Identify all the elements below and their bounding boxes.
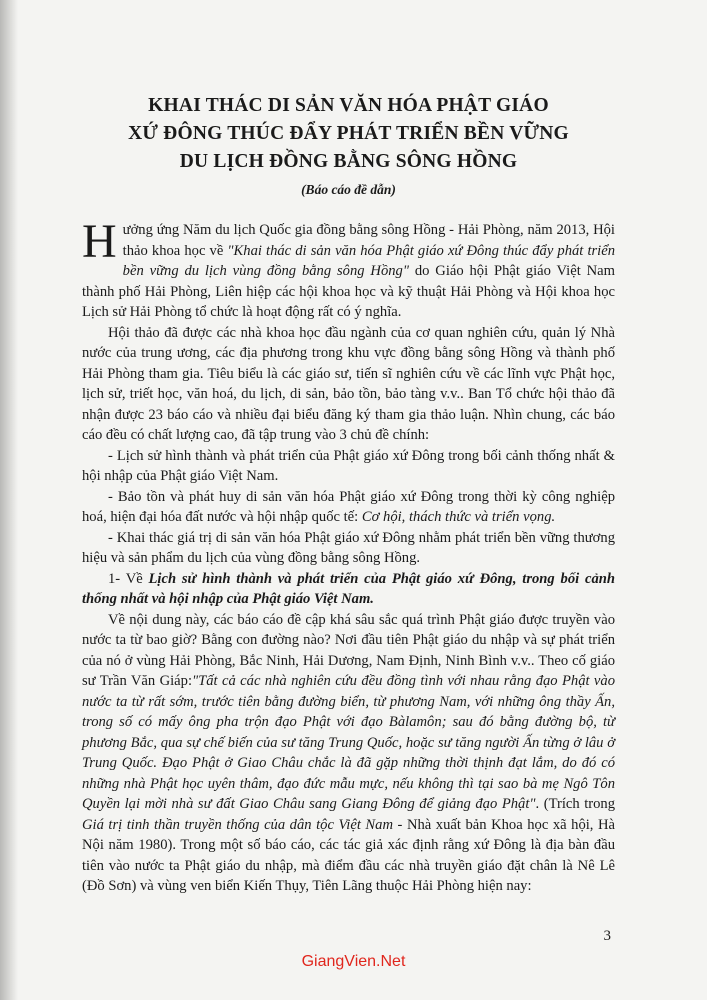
document-title	[82, 92, 615, 176]
history-cite-2: - Nhà xuất bản Khoa học xã hội, Hà Nội năm 1980). Trong một số báo cáo, các tác giả xác định rằng xứ Đông là địa bàn đầu tiên vào nước ta Phật giáo du nhập, mà điểm đầu các nhà truyền giáo đặt chân là Nê Lê (Đồ Sơn) và vùng ven biển Kiến Thụy, Tiên Lãng thuộc Hải Phòng hiện nay:	[82, 816, 615, 894]
drop-cap: H	[82, 215, 117, 268]
conference-title-quote: "Khai thác di sản văn hóa Phật giáo xứ Đông thúc đẩy phát triển bền vững du lịch vùng đồng bằng sông Hồng"	[122, 242, 616, 279]
intro-paragraph	[82, 215, 616, 323]
document-body	[82, 215, 616, 897]
section-1-prefix: 1- Về	[108, 570, 149, 587]
paragraph-history	[82, 610, 615, 897]
section-1-heading	[82, 569, 615, 610]
topic-2-text: - Bảo tồn và phát huy di sản văn hóa Phật giáo xứ Đông trong thời kỳ công nghiệp hoá, hiện đại hóa đất nước và hội nhập quốc tế:	[82, 488, 615, 525]
topic-item-3: - Khai thác giá trị di sản văn hóa Phật giáo xứ Đông nhằm phát triển bền vững thương hiệu và sản phẩm du lịch của vùng đồng bằng sông Hồng.	[82, 529, 615, 566]
topic-item-1: - Lịch sử hình thành và phát triển của Phật giáo xứ Đông trong bối cảnh thống nhất & hội nhập của Phật giáo Việt Nam.	[82, 447, 615, 484]
history-cite-title: Giá trị tinh thần truyền thống của dân tộc Việt Nam	[82, 816, 394, 833]
intro-text-1: ưởng ứng Năm du lịch Quốc gia đồng bằng sông Hồng - Hải Phòng, năm 2013, Hội thảo khoa học về	[122, 222, 615, 259]
title-line-2: XỨ ĐÔNG THÚC ĐẨY PHÁT TRIỂN BỀN VỮNG	[128, 123, 569, 144]
history-text: Về nội dung này, các báo cáo đề cập khá sâu sắc quá trình Phật giáo được truyền vào nước ta từ bao giờ? Bằng con đường nào? Nơi đầu tiên Phật giáo du nhập và sự phát triển của nó ở vùng Hải Phòng, Bắc Ninh, Hải Dương, Nam Định, Ninh Bình v.v.. Theo cố giáo sư Trần Văn Giáp:	[82, 611, 615, 689]
title-line-3: DU LỊCH ĐỒNG BẰNG SÔNG HỒNG	[179, 151, 518, 172]
title-line-1: KHAI THÁC DI SẢN VĂN HÓA PHẬT GIÁO	[148, 95, 549, 116]
paragraph-participants: Hội thảo đã được các nhà khoa học đầu ngành của cơ quan nghiên cứu, quản lý Nhà nước của trung ương, các địa phương trong khu vực đồng bằng sông Hồng và thành phố Hải Phòng tham gia. Tiêu biểu là các giáo sư, tiến sĩ nghiên cứu về các lĩnh vực Phật học, lịch sử, triết học, văn hoá, du lịch, di sản, bảo tồn, bảo tàng v.v.. Ban Tổ chức hội thảo đã nhận được 23 báo cáo và nhiều đại biểu đăng ký tham gia thảo luận. Nhìn chung, các báo cáo đều có chất lượng cao, đã tập trung vào 3 chủ đề chính:	[82, 324, 615, 443]
site-watermark: GiangVien.Net	[301, 953, 406, 970]
page-number: 3	[603, 928, 611, 944]
topic-item-2	[82, 487, 615, 528]
page-gutter-shadow	[0, 0, 18, 1000]
topic-2-emphasis: Cơ hội, thách thức và triển vọng.	[361, 509, 556, 525]
intro-text-2: do Giáo hội Phật giáo Việt Nam thành phố Hải Phòng, Liên hiệp các hội khoa học và kỹ thuật Hải Phòng và Hội khoa học Lịch sử Hải Phòng tổ chức là hoạt động rất có ý nghĩa.	[82, 263, 615, 320]
history-cite-1: . (Trích trong	[535, 796, 615, 812]
section-1-title: Lịch sử hình thành và phát triển của Phật giáo xứ Đông, trong bối cảnh thống nhất và hội nhập của Phật giáo Việt Nam.	[82, 570, 615, 607]
history-quote: "Tất cả các nhà nghiên cứu đều đồng tình với nhau rằng đạo Phật vào nước ta từ rất sớm, trước tiên bằng đường biển, từ phương Nam, với những ông thầy Ấn, trong số có mấy ông pha trộn đạo Phật với đạo Bàlamôn; sau đó bằng đường bộ, từ phương Bắc, qua sự chế biến của sư tăng Trung Quốc, hoặc sư tăng người Ấn từng ở lâu ở Trung Quốc. Đạo Phật ở Giao Châu chắc là đã gặp những thời thịnh đạt lắm, do đó có những nhà Phật học uyên thâm, đạo đức mẫu mực, nếu không thì tại sao bà mẹ Ngô Tôn Quyền lại mời nhà sư đất Giao Châu sang Giang Đông để giảng đạo Phật"	[82, 673, 616, 812]
document-subtitle: (Báo cáo đề dẫn)	[301, 182, 396, 197]
